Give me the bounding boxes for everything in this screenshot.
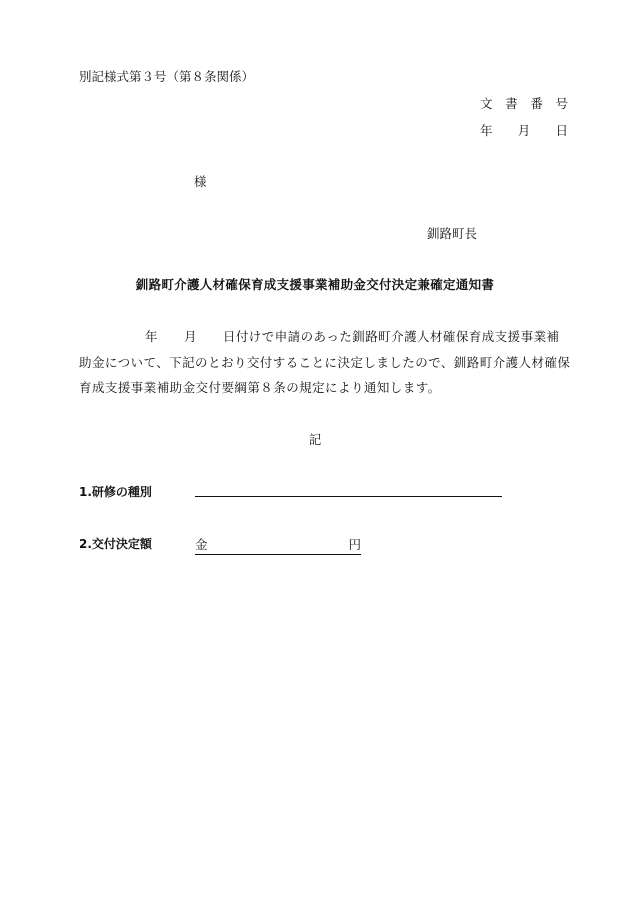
doc-number-char: 書 (505, 96, 518, 111)
amount-prefix: 金 (195, 537, 208, 552)
body-month: 月 (183, 329, 197, 344)
date-day: 日 (555, 123, 568, 138)
body-year: 年 (145, 329, 158, 344)
document-title: 釧路町介護人材確保育成支援事業補助金交付決定兼確定通知書 (135, 277, 495, 292)
grant-amount-field (195, 535, 361, 555)
date-label (480, 121, 568, 139)
training-type-field-line (195, 496, 502, 497)
item-grant-amount-label: 2.交付決定額 (79, 537, 152, 551)
body-paragraph (79, 324, 571, 401)
date-year: 年 (480, 123, 493, 138)
doc-number-char: 文 (480, 96, 493, 111)
sender-name: 釧路町長 (427, 226, 478, 241)
doc-number-char: 番 (530, 96, 543, 111)
addressee-suffix: 様 (194, 174, 207, 189)
doc-number-char: 号 (555, 96, 568, 111)
body-text: 日付けで申請のあった釧路町介護人材確保育成支援事業補助金について、下記のとおり交付することに決定しましたので、釧路町介護人材確保育成支援事業補助金交付要綱第８条の規定により通知します。 (79, 329, 571, 395)
amount-suffix: 円 (348, 537, 361, 552)
document-number-label (480, 94, 568, 112)
item-training-type-label: 1.研修の種別 (79, 485, 152, 499)
form-number: 別記様式第３号（第８条関係） (79, 69, 255, 84)
date-month: 月 (517, 123, 531, 138)
ki-heading: 記 (308, 432, 322, 447)
